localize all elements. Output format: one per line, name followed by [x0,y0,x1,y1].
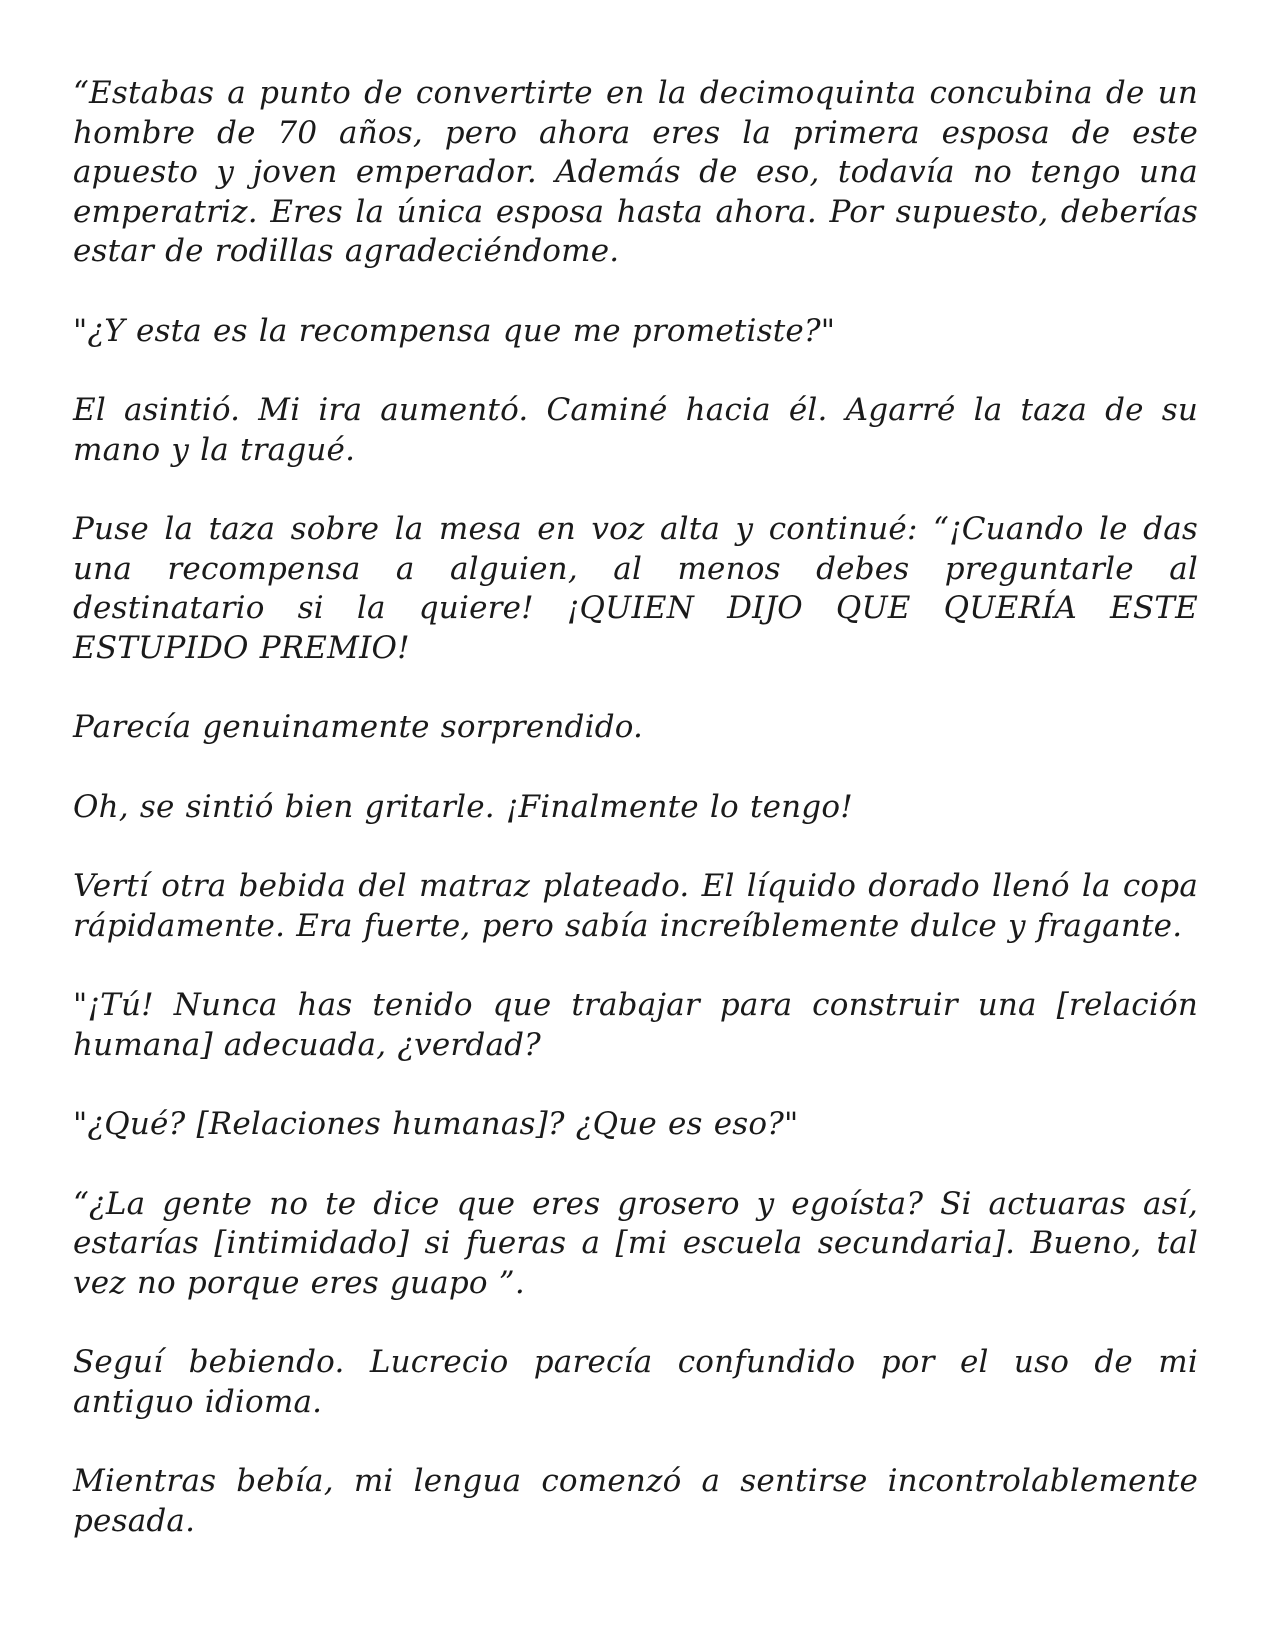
paragraph: Seguí bebiendo. Lucrecio parecía confundido por el uso de mi antiguo idioma. [73,1344,1198,1420]
paragraph: Puse la taza sobre la mesa en voz alta y continué: “¡Cuando le das una recompensa a alguien, al menos debes preguntarle al destinatario si la quiere! ¡QUIEN DIJO QUE QUERÍA ESTE ESTUPIDO PREMIO! [73,511,1198,666]
paragraph: Parecía genuinamente sorprendido. [73,709,644,745]
paragraph: "¿Y esta es la recompensa que me prometiste?" [73,312,836,349]
paragraph: "¿Qué? [Relaciones humanas]? ¿Que es eso?" [73,1106,799,1142]
paragraph: “¿La gente no te dice que eres grosero y egoísta? Si actuaras así, estarías [intimidado] si fueras a [mi escuela secundaria]. Bueno, tal vez no porque eres guapo ”. [73,1185,1198,1301]
paragraph: Vertí otra bebida del matraz plateado. El líquido dorado llenó la copa rápidamente. Era fuerte, pero sabía increíblemente dulce y fragante. [73,868,1198,944]
paragraph: "¡Tú! Nunca has tenido que trabajar para construir una [relación humana] adecuada, ¿verdad? [73,987,1198,1063]
paragraph: El asintió. Mi ira aumentó. Caminé hacia él. Agarré la taza de su mano y la tragué. [73,392,1198,468]
document-page [73,74,1198,1581]
paragraph: Mientras bebía, mi lengua comenzó a sentirse incontrolablemente pesada. [73,1463,1198,1539]
paragraph: Oh, se sintió bien gritarle. ¡Finalmente lo tengo! [73,788,853,825]
paragraph: “Estabas a punto de convertirte en la decimoquinta concubina de un hombre de 70 años, pero ahora eres la primera esposa de este apuesto y joven emperador. Además de eso, todavía no tengo una emperatriz. Eres la única esposa hasta ahora. Por supuesto, deberías estar de rodillas agradeciéndome. [73,75,1198,269]
